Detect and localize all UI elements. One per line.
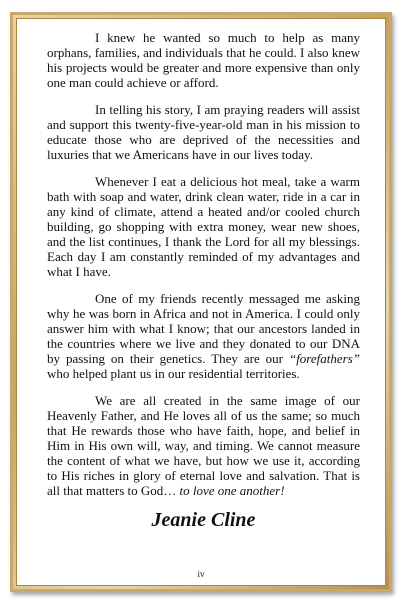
paragraph-5-emphasis: to love one another! bbox=[179, 483, 285, 498]
decorative-gold-frame bbox=[10, 12, 392, 592]
author-signature: Jeanie Cline bbox=[151, 509, 256, 531]
paragraph-4-text-after: who helped plant us in our residential territories. bbox=[47, 366, 300, 381]
page-body bbox=[47, 30, 360, 532]
paragraph-4-emphasis: “forefathers” bbox=[288, 351, 360, 366]
paragraph-4 bbox=[47, 291, 360, 381]
paragraph-5-text-before: We are all created in the same image of our Heavenly Father, and He loves all of us the same; so much that He rewards those who have faith, hope, and belief in Him in His own will, way, and timing. We cannot measure the content of what we have, but how we use it, according to His riches in glory of eternal love and salvation. That is all that matters to God… bbox=[47, 393, 360, 498]
paragraph-5 bbox=[47, 393, 360, 498]
page-number: iv bbox=[197, 569, 205, 579]
paragraph-1: I knew he wanted so much to help as many orphans, families, and individuals that he could. I also knew his projects would be greater and more expensive than only one man could achieve or afford. bbox=[47, 30, 360, 90]
paragraph-2: In telling his story, I am praying readers will assist and support this twenty-five-year-old man in his mission to educate those who are deprived of the necessities and luxuries that we Americans have in our lives today. bbox=[47, 102, 360, 162]
paragraph-3: Whenever I eat a delicious hot meal, take a warm bath with soap and water, drink clean water, ride in a car in any kind of climate, attend a heated and/or cooled church building, go shopping with extra money, wear new shoes, and the list continues, I thank the Lord for all my blessings. Each day I am constantly reminded of my advantages and what I have. bbox=[47, 174, 360, 279]
page-panel bbox=[16, 18, 386, 586]
paragraph-4-text-before: One of my friends recently messaged me asking why he was born in Africa and not in America. I could only answer him with what I know; that our ancestors landed in the countries where we live and they donated to our DNA by passing on their genetics. They are our bbox=[47, 291, 360, 366]
